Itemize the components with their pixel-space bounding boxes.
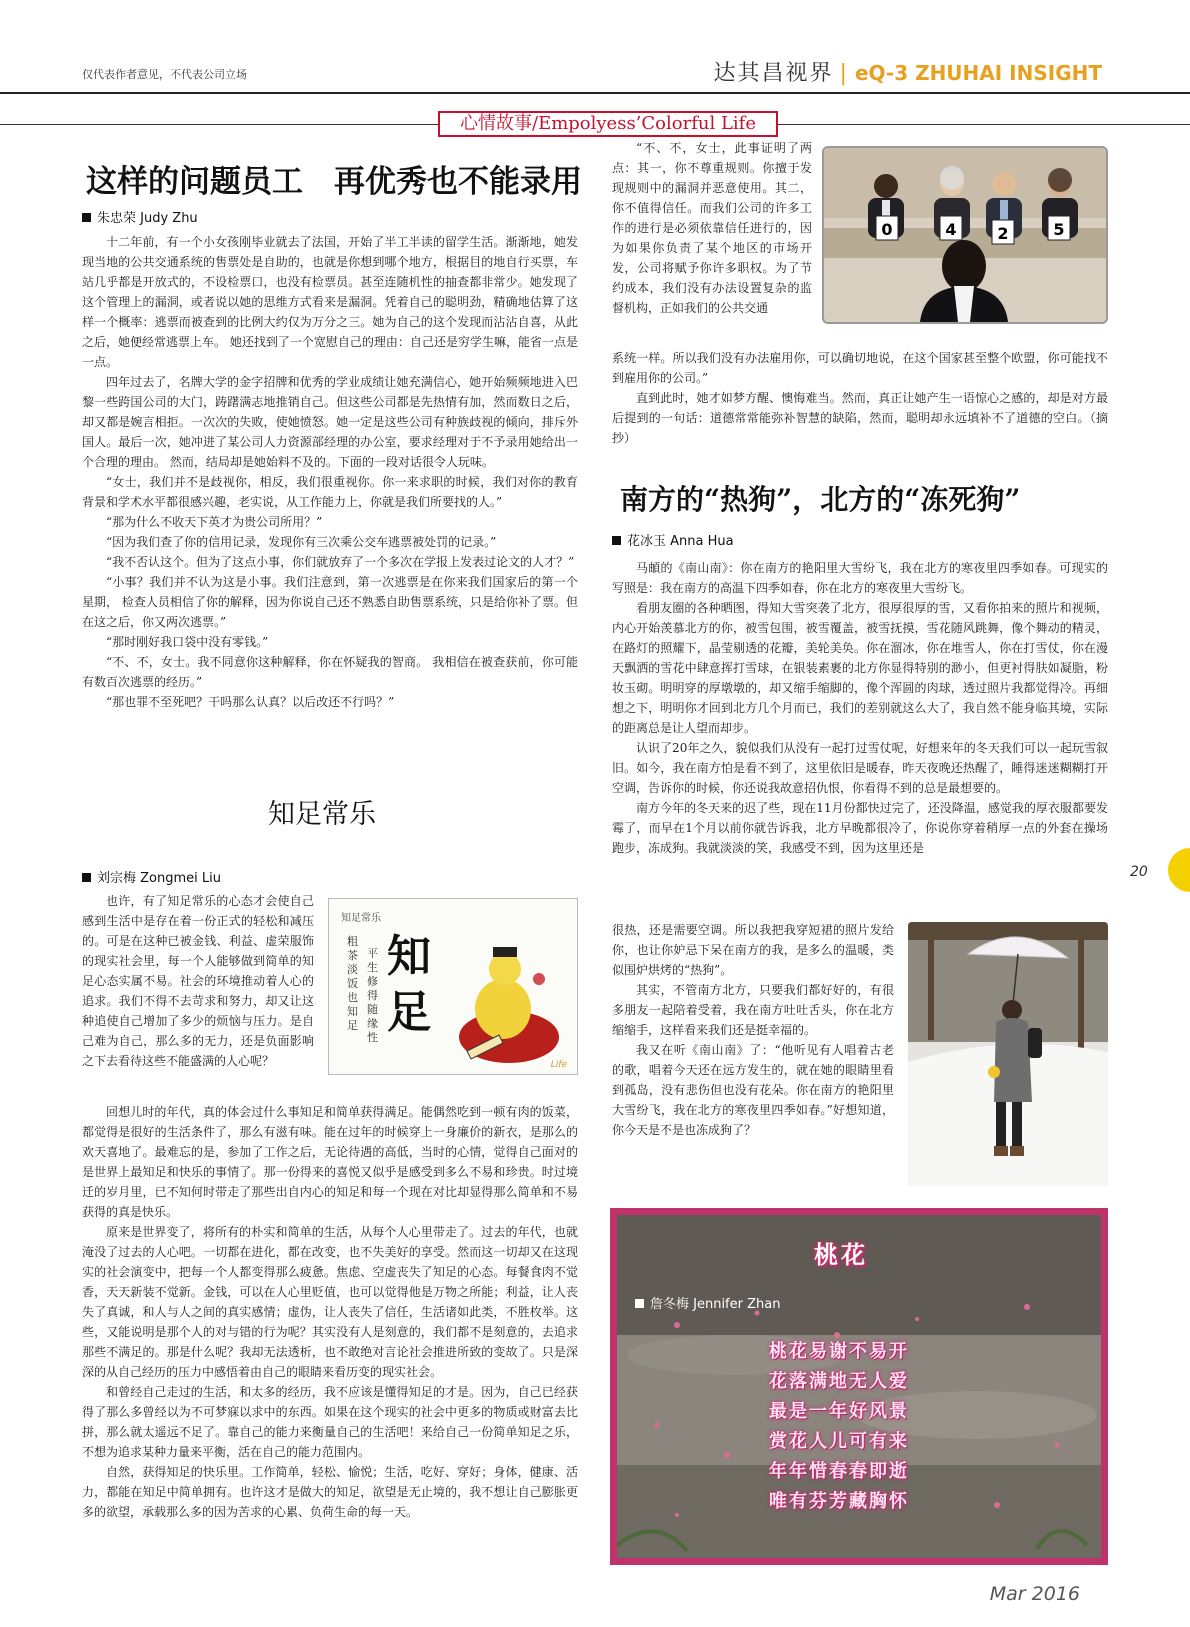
paragraph: 也许，有了知足常乐的心态才会使自己感到生活中是存在着一份正式的轻松和减压的。可是在这种已被金钱、利益、虚荣服饰的现实社会里，每一个人能够做到简单的知足心态实属不易。社会的环境推动着人心的追求。我们不得不去苛求和努力，却又让这种追使自己增加了多少的烦恼与压力。是自己难为自己，那么多的无力，还是负面影响之下去看待这些不能盛满的人心呢？ (82, 894, 314, 1068)
illustration-caption: 知足常乐 (341, 913, 381, 924)
contentment-illustration (328, 898, 578, 1075)
section-label: 心情故事/Empolyess’Colorful Life (438, 111, 778, 137)
svg-text:2: 2 (997, 224, 1009, 243)
score-card (876, 216, 898, 240)
score-card (1048, 216, 1070, 240)
brand-separator: | (839, 61, 849, 86)
masthead (714, 56, 1102, 87)
paragraph: 自然，获得知足的快乐里。工作简单，轻松、愉悦；生活，吃好、穿好；身体，健康、活力，都能在知足中简单拥有。也许这才是做大的知足，欲望是无止境的，我不想让自己膨胀更多的欲望，承载那么多的因为苦求的心累、负荷生命的每一天。 (82, 1465, 578, 1519)
article1-title: 这样的问题员工 再优秀也不能录用 (86, 164, 582, 200)
article3-title: 南方的“热狗”，北方的“冻死狗” (620, 483, 1021, 516)
section-rule-left (0, 124, 438, 125)
poem-line: 花落满地无人爱 (769, 1371, 909, 1392)
article1-continued (612, 138, 812, 318)
brand-english: eQ-3 ZHUHAI INSIGHT (854, 61, 1102, 85)
calligraphy-big-chars: 知足 (387, 931, 431, 1038)
paragraph: “因为我们查了你的信用记录，发现你有三次乘公交车逃票被处罚的记录。” (106, 535, 497, 549)
illustration-watermark: Life (550, 1060, 567, 1070)
article3-body (612, 558, 1108, 858)
scholar-figure (447, 939, 567, 1069)
brand-chinese: 达其昌视界 (713, 61, 834, 86)
svg-text:4: 4 (945, 220, 957, 239)
interview-panel-illustration (824, 148, 1106, 322)
poem-lines (769, 1337, 909, 1517)
paragraph: “那为什么不收天下英才为贵公司所用？” (106, 515, 323, 529)
poem-box (610, 1208, 1108, 1565)
article1-body (82, 232, 578, 712)
page-tab (1168, 848, 1190, 892)
interview-panel-photo (822, 146, 1108, 324)
article3-byline: 花冰玉 Anna Hua (612, 530, 734, 549)
paragraph: 南方今年的冬天来的迟了些，现在11月份都快过完了，还没降温，感觉我的厚衣服都要发霉了，而早在1个月以前你就告诉我，北方早晚都很冷了，你说你穿着稍厚一点的外套在操场跑步，冻成狗。我就淡淡的笑，我感受不到，因为这里还是 (612, 801, 1108, 855)
paragraph: 看朋友圈的各种晒图，得知大雪突袭了北方，很厚很厚的雪，又看你拍来的照片和视频，内心开始羡慕北方的你，被雪包围，被雪覆盖，被雪抚摸，雪花随风跳舞，像个舞动的精灵，在路灯的照耀下，晶莹剔透的花瓣，美轮美奂。你在溜冰，你在堆雪人，你在打雪仗，你在漫天飘洒的雪花中肆意挥打雪球，在银装素裹的北方你显得特别的渺小，但更衬得肤如凝脂，粉妆玉砌。明明穿的厚墩墩的，却又缩手缩脚的，像个浑圆的肉球，透过照片我都觉得冷。再细想之下，明明你才回到北方几个月而已，我们的差别就这么大了，我自然不能身临其境，实际的距离总是让人望而却步。 (612, 601, 1108, 735)
score-card (940, 216, 962, 240)
score-card (992, 220, 1014, 244)
paragraph: 系统一样。所以我们没有办法雇用你，可以确切地说，在这个国家甚至整个欧盟，你可能找不到雇用你的公司。” (612, 351, 1108, 385)
poem-line: 桃花易谢不易开 (769, 1341, 909, 1362)
svg-text:0: 0 (881, 220, 893, 239)
paragraph: 其实，不管南方北方，只要我们都好好的，有很多朋友一起陪着受着，我在南方吐吐舌头，你在北方缩缩手，这样看来我们还是挺幸福的。 (612, 983, 894, 1037)
article2-title: 知足常乐 (268, 799, 376, 830)
svg-text:5: 5 (1053, 220, 1065, 239)
paragraph: 十二年前，有一个小女孩刚毕业就去了法国，开始了半工半读的留学生活。渐渐地，她发现当地的公共交通系统的售票处是自助的，也就是你想到哪个地方，根据目的地自行买票，车站几乎都是开放式的，不设检票口，也没有检票员。甚至连随机性的抽查都非常少。她发现了这个管理上的漏洞，或者说以她的思维方式看来是漏洞。凭着自己的聪明劲，精确地估算了这样一个概率：逃票而被查到的比例大约仅为万分之三。她为自己的这个发现而沾沾自喜，从此之后，她便经常逃票上车。 她还找到了一个宽慰自己的理由：自己还是穷学生嘛，能省一点是一点。 (82, 235, 578, 369)
article2-byline: 刘宗梅 Zongmei Liu (82, 867, 221, 886)
poem-line: 唯有芬芳藏胸怀 (769, 1491, 909, 1512)
paragraph: “小事？我们并不认为这是小事。我们注意到，第一次逃票是在你来我们国家后的第一个星期， 检查人员相信了你的解释，因为你说自己还不熟悉自助售票系统，只是给你补了票。但在这之后，你又两次逃票。” (82, 575, 578, 629)
paragraph: “不、不，女士，此事证明了两点：其一，你不尊重规则。你擅于发现规则中的漏洞并恶意使用。其二，你不值得信任。而我们公司的许多工作的进行是必须依靠信任进行的，因为如果你负责了某个地区的市场开发，公司将赋予你许多职权。为了节约成本，我们没有办法设置复杂的监督机构，正如我们的公共交通 (612, 141, 812, 315)
paragraph: “那时刚好我口袋中没有零钱。” (106, 635, 269, 649)
paragraph: 原来是世界变了，将所有的朴实和简单的生活，从每个人心里带走了。过去的年代，也就淹没了过去的人心吧。一切都在进化，都在改变，也不失美好的享受。然而这一切却又在这现实的社会演变中，把每一个人都变得那么疲惫。焦虑、空虚丧失了知足的心态。每餐食肉不觉香，天天新装不觉新。金钱，可以在人心里贬值，也可以觉得他是万物之所能；利益，让人丧失了真诚，和人与人之间的真实感情；虚伪，让人丧失了信任，生活诸如此类，不胜枚举。这些，又能说明是那个人的对与错的行为呢？其实没有人是刻意的，我们都不是刻意的，去追求那些不满足的。那是什么呢？我却无法透析，也不敢绝对言论社会推进所致的变故了。只是深深的从自己经历的压力中感悟着由自己的眼睛来看历变的现实社会。 (82, 1225, 578, 1379)
paragraph: “我不否认这个。但为了这点小事，你们就放弃了一个多次在学报上发表过论文的人才？” (106, 555, 575, 569)
article3-body-narrow (612, 920, 894, 1140)
calligraphy-column: 平生修得随缘性 (367, 947, 378, 1044)
issue-date: Mar 2016 (989, 1583, 1080, 1605)
article2-intro (82, 891, 314, 1071)
paragraph: “那也罪不至死吧？干吗那么认真？以后改还不行吗？” (106, 695, 395, 709)
paragraph: 回想儿时的年代，真的体会过什么事知足和简单获得满足。能偶然吃到一顿有肉的饭菜，都觉得是很好的生活条件了，那么有滋有味。能在过年的时候穿上一身廉价的新衣，是那么的欢天喜地了。最难忘的是，参加了工作之后，无论待遇的高低，当时的心情，觉得自己面对的是世界上最知足和快乐的事情了。那一份得来的喜悦又似乎是感受到多么不易和珍贵。时过境迁的岁月里，已不知何时带走了那些出自内心的知足和每一个现在对比却显得那么简单和不易获得的真是快乐。 (82, 1105, 578, 1219)
header-rule (0, 92, 1190, 94)
paragraph: “女士，我们并不是歧视你，相反，我们很重视你。你一来求职的时候，我们对你的教育背景和学术水平都很感兴趣，老实说，从工作能力上，你就是我们所要找的人。” (82, 475, 578, 509)
article1-continued-wide (612, 348, 1108, 448)
paragraph: 很热，还是需要空调。所以我把我穿短裙的照片发给你，也让你妒忌下呆在南方的我，是多么的温暖，类似围炉烘烤的“热狗”。 (612, 923, 894, 977)
disclaimer: 仅代表作者意见，不代表公司立场 (82, 68, 247, 81)
paragraph: 马頔的《南山南》：你在南方的艳阳里大雪纷飞，我在北方的寒夜里四季如春。可现实的写照是：我在南方的高温下四季如春，你在北方的寒夜里大雪纷飞。 (612, 561, 1108, 595)
section-rule-right (778, 124, 1190, 125)
paragraph: “不、不，女士。我不同意你这种解释，你在怀疑我的智商。 我相信在被查获前，你可能有数百次逃票的经历。” (82, 655, 578, 689)
paragraph: 我又在听《南山南》了：“他听见有人唱着古老的歌，唱着今天还在远方发生的，就在她的眼睛里看到孤岛，没有悲伤但也没有花朵。你在南方的艳阳里大雪纷飞，我在北方的寒夜里四季如春。”好想知道，你今天是不是也冻成狗了？ (612, 1043, 894, 1137)
poem-line: 赏花人儿可有来 (769, 1431, 909, 1452)
calligraphy-column: 粗茶淡饭也知足 (347, 935, 358, 1032)
paragraph: 四年过去了，名牌大学的金字招牌和优秀的学业成绩让她充满信心，她开始频频地进入巴黎一些跨国公司的大门，踌躇满志地推销自己。但这些公司都是先热情有加，然而数日之后，却又都是婉言相拒。一次次的失败，使她愤怒。她一定是这些公司有种族歧视的倾向，排斥外国人。最后一次，她冲进了某公司人力资源部经理的办公室，要求经理对于不予录用她给出一个合理的理由。 然而，结局却是她始料不及的。下面的一段对话很令人玩味。 (82, 375, 578, 469)
article2-body (82, 1102, 578, 1522)
paragraph: 认识了20年之久，貌似我们从没有一起打过雪仗呢，好想来年的冬天我们可以一起玩雪叙旧。如今，我在南方怕是看不到了，这里依旧是暖春，昨天夜晚还热醒了，睡得迷迷糊糊打开空调，告诉你的时候，你还说我故意招仇恨，你看得不到的总是最想要的。 (612, 741, 1108, 795)
page-number: 20 (1130, 864, 1148, 880)
poem-line: 最是一年好风景 (769, 1401, 909, 1422)
article1-byline: 朱忠荣 Judy Zhu (82, 207, 198, 226)
snow-scene (908, 922, 1108, 1186)
snow-umbrella-photo (908, 922, 1108, 1186)
paragraph: 和曾经自己走过的生活，和太多的经历，我不应该是懂得知足的才是。因为，自己已经获得了那么多曾经以为不可梦寐以求中的东西。如果在这个现实的社会中更多的物质或财富去比拼，那么就太遥远不足了。靠自己的能力来衡量自己的生活吧！来给自己一份简单知足之乐，不想为追求某种力量来平衡，活在自己的能力范围内。 (82, 1385, 578, 1459)
poem-title: 桃花 (814, 1241, 868, 1269)
paragraph: 直到此时，她才如梦方醒、懊悔难当。然而，真正让她产生一语惊心之感的，却是对方最后提到的一句话：道德常常能弥补智慧的缺陷，然而，聪明却永远填补不了道德的空白。（摘抄） (612, 391, 1108, 445)
poem-byline: 詹冬梅 Jennifer Zhan (635, 1293, 780, 1312)
poem-line: 年年惜春春即逝 (769, 1461, 909, 1482)
